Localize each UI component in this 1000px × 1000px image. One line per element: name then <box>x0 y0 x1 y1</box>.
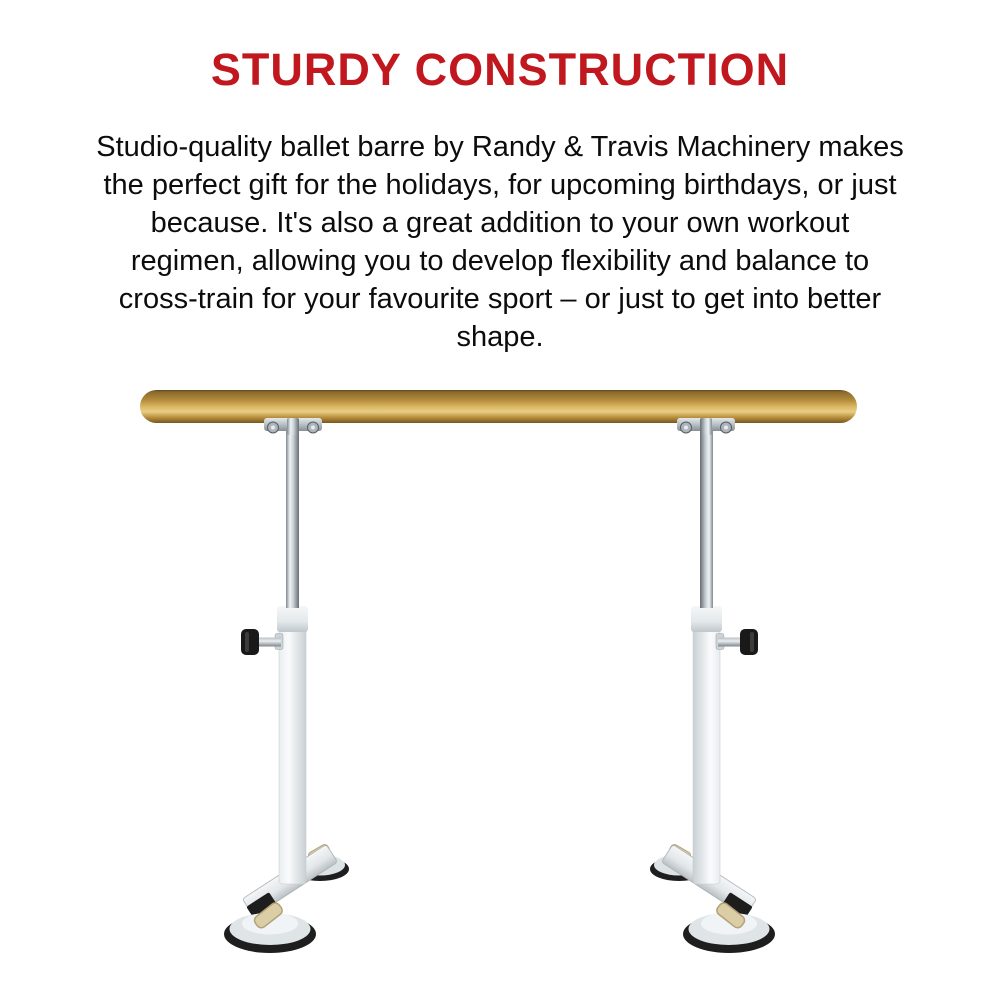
intro-line: Studio-quality ballet barre by Randy & Travis Machinery makes <box>96 131 904 163</box>
page-title: STURDY CONSTRUCTION <box>210 44 790 95</box>
intro-line: because. It's also a great addition to your own workout <box>150 207 850 239</box>
intro-line: the perfect gift for the holidays, for upcoming birthdays, or just <box>103 169 897 201</box>
intro-line: cross-train for your favourite sport – or just to get into better <box>118 283 882 315</box>
intro-line: regimen, allowing you to develop flexibility and balance to <box>130 245 870 277</box>
leg-left <box>224 418 349 953</box>
intro-paragraph <box>40 128 960 356</box>
leg-right <box>650 418 775 953</box>
intro-line: shape. <box>456 321 544 353</box>
product-image <box>0 380 1000 1000</box>
wooden-handrail <box>140 390 857 423</box>
